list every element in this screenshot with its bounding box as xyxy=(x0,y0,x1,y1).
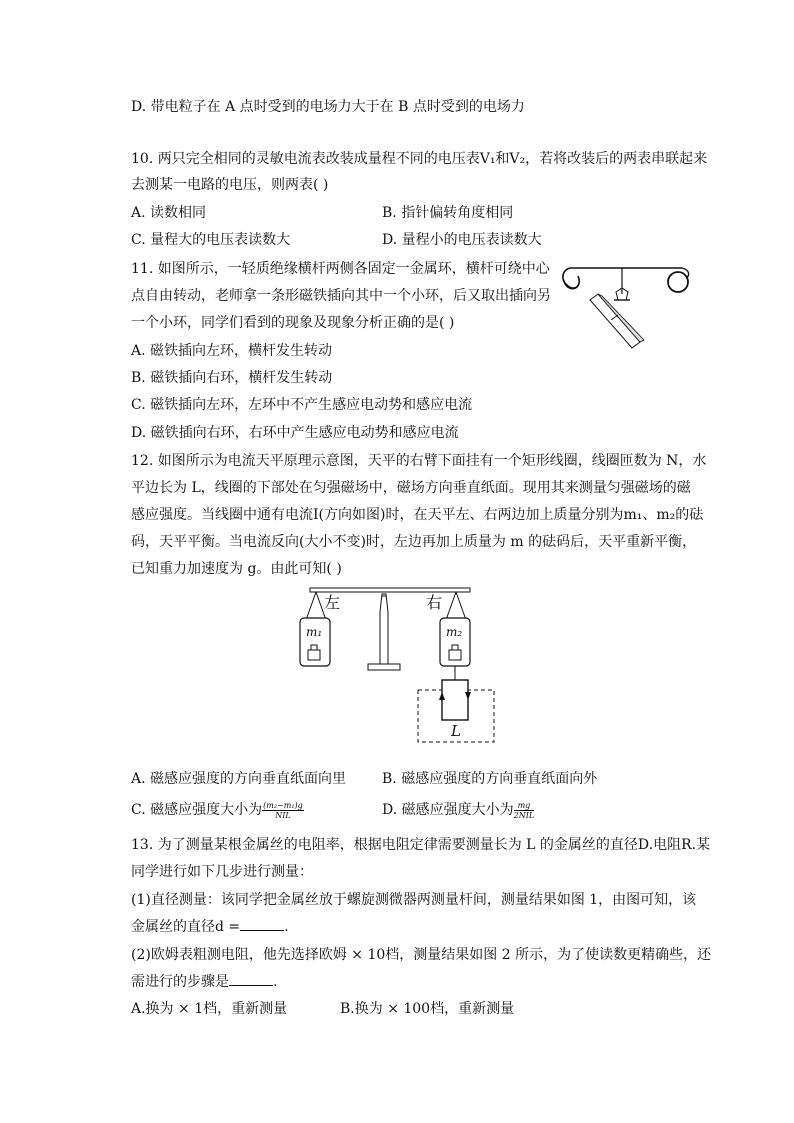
right-label: 右 xyxy=(426,593,443,612)
q10-stem-line-2: 去测某一电路的电压，则两表( ) xyxy=(131,177,329,193)
q11-stem-line-3: 一个小环，同学们看到的现象及现象分析正确的是( ) xyxy=(131,315,455,331)
q12-stem-line-2: 平边长为 L，线圈的下部处在匀强磁场中，磁场方向垂直纸面。现用其来测量匀强磁场的磁 xyxy=(131,480,691,496)
q11-stem-line-1: 11. 如图所示，一轻质绝缘横杆两侧各固定一金属环，横杆可绕中心 xyxy=(131,261,550,277)
q10-stem-line-1: 10. 两只完全相同的灵敏电流表改装成量程不同的电压表V₁和V₂，若将改装后的两表串联起来 xyxy=(131,151,708,167)
q9-option-d: D. 带电粒子在 A 点时受到的电场力大于在 B 点时受到的电场力 xyxy=(131,99,525,115)
q12-stem-line-1: 12. 如图所示为电流天平原理示意图，天平的右臂下面挂有一个矩形线圈，线圈匝数为 N，水 xyxy=(131,453,707,469)
q10-option-d: D. 量程小的电压表读数大 xyxy=(382,232,542,248)
q12-option-d xyxy=(382,798,534,822)
q12-stem-line-3: 感应强度。当线圈中通有电流I(方向如图)时，在天平左、右两边加上质量分别为m₁、m₂的砝 xyxy=(131,507,704,523)
q12-option-b: B. 磁感应强度的方向垂直纸面向外 xyxy=(382,771,598,787)
q11-option-a: A. 磁铁插向左环，横杆发生转动 xyxy=(131,343,333,359)
q13-stem-line-1: 13. 为了测量某根金属丝的电阻率，根据电阻定律需要测量长为 L 的金属丝的直径D.电阻R.某 xyxy=(131,837,711,853)
q12-stem-line-4: 码，天平平衡。当电流反向(大小不变)时，左边再加上质量为 m 的砝码后，天平重新平衡， xyxy=(131,534,697,550)
q10-option-b: B. 指针偏转角度相同 xyxy=(382,205,514,221)
q12-option-c-fraction xyxy=(262,801,304,820)
m2-label: m₂ xyxy=(446,625,463,639)
q13-part1-line-1: (1)直径测量：该同学把金属丝放于螺旋测微器两测量杆间，测量结果如图 1，由图可知，该 xyxy=(131,892,697,908)
q11-stem-line-2: 点自由转动，老师拿一条形磁铁插向其中一个小环，后又取出插向另 xyxy=(131,288,551,304)
q11-option-b: B. 磁铁插向右环，横杆发生转动 xyxy=(131,370,333,386)
q12-option-d-fraction xyxy=(514,801,535,820)
q12-option-a: A. 磁感应强度的方向垂直纸面向里 xyxy=(131,771,347,787)
q13-part2-line-1: (2)欧姆表粗测电阻，他先选择欧姆 × 10档，测量结果如图 2 所示，为了使读数更精确些，还 xyxy=(131,947,712,963)
q13-option-b: B.换为 × 100档，重新测量 xyxy=(340,1001,515,1017)
left-label: 左 xyxy=(324,593,341,612)
fraction-numerator: mg xyxy=(514,801,535,811)
q13-part1-line-2 xyxy=(131,918,289,936)
q11-option-d: D. 磁铁插向右环，右环中产生感应电动势和感应电流 xyxy=(131,425,459,441)
diameter-answer-blank[interactable] xyxy=(240,918,284,931)
step-prompt: 需进行的步骤是 xyxy=(131,974,229,990)
q13-option-a: A.换为 × 1档，重新测量 xyxy=(131,1001,288,1017)
q12-option-d-text: D. 磁感应强度大小为 xyxy=(382,802,514,818)
q10-option-c: C. 量程大的电压表读数大 xyxy=(131,232,291,248)
period: . xyxy=(273,974,278,990)
current-balance-figure xyxy=(296,584,500,746)
q11-option-c: C. 磁铁插向左环，左环中不产生感应电动势和感应电流 xyxy=(131,397,473,413)
fraction-denominator: 2NIL xyxy=(513,810,535,820)
q12-option-c-text: C. 磁感应强度大小为 xyxy=(131,802,263,818)
fraction-numerator: (m₂−m₁)g xyxy=(263,800,303,810)
step-answer-blank[interactable] xyxy=(229,973,273,986)
q10-option-a: A. 读数相同 xyxy=(131,205,207,221)
q13-part2-line-2 xyxy=(131,973,277,991)
rings-and-magnet-figure xyxy=(556,262,696,350)
q12-option-c xyxy=(131,798,304,822)
q12-stem-line-5: 已知重力加速度为 g。由此可知( ) xyxy=(131,561,342,577)
coil-length-label: L xyxy=(451,722,461,740)
period: . xyxy=(284,919,289,935)
fraction-denominator: NIL xyxy=(275,810,291,820)
diameter-prompt: 金属丝的直径d = xyxy=(131,919,241,935)
q13-stem-line-2: 同学进行如下几步进行测量： xyxy=(131,864,313,880)
m1-label: m₁ xyxy=(306,625,323,639)
